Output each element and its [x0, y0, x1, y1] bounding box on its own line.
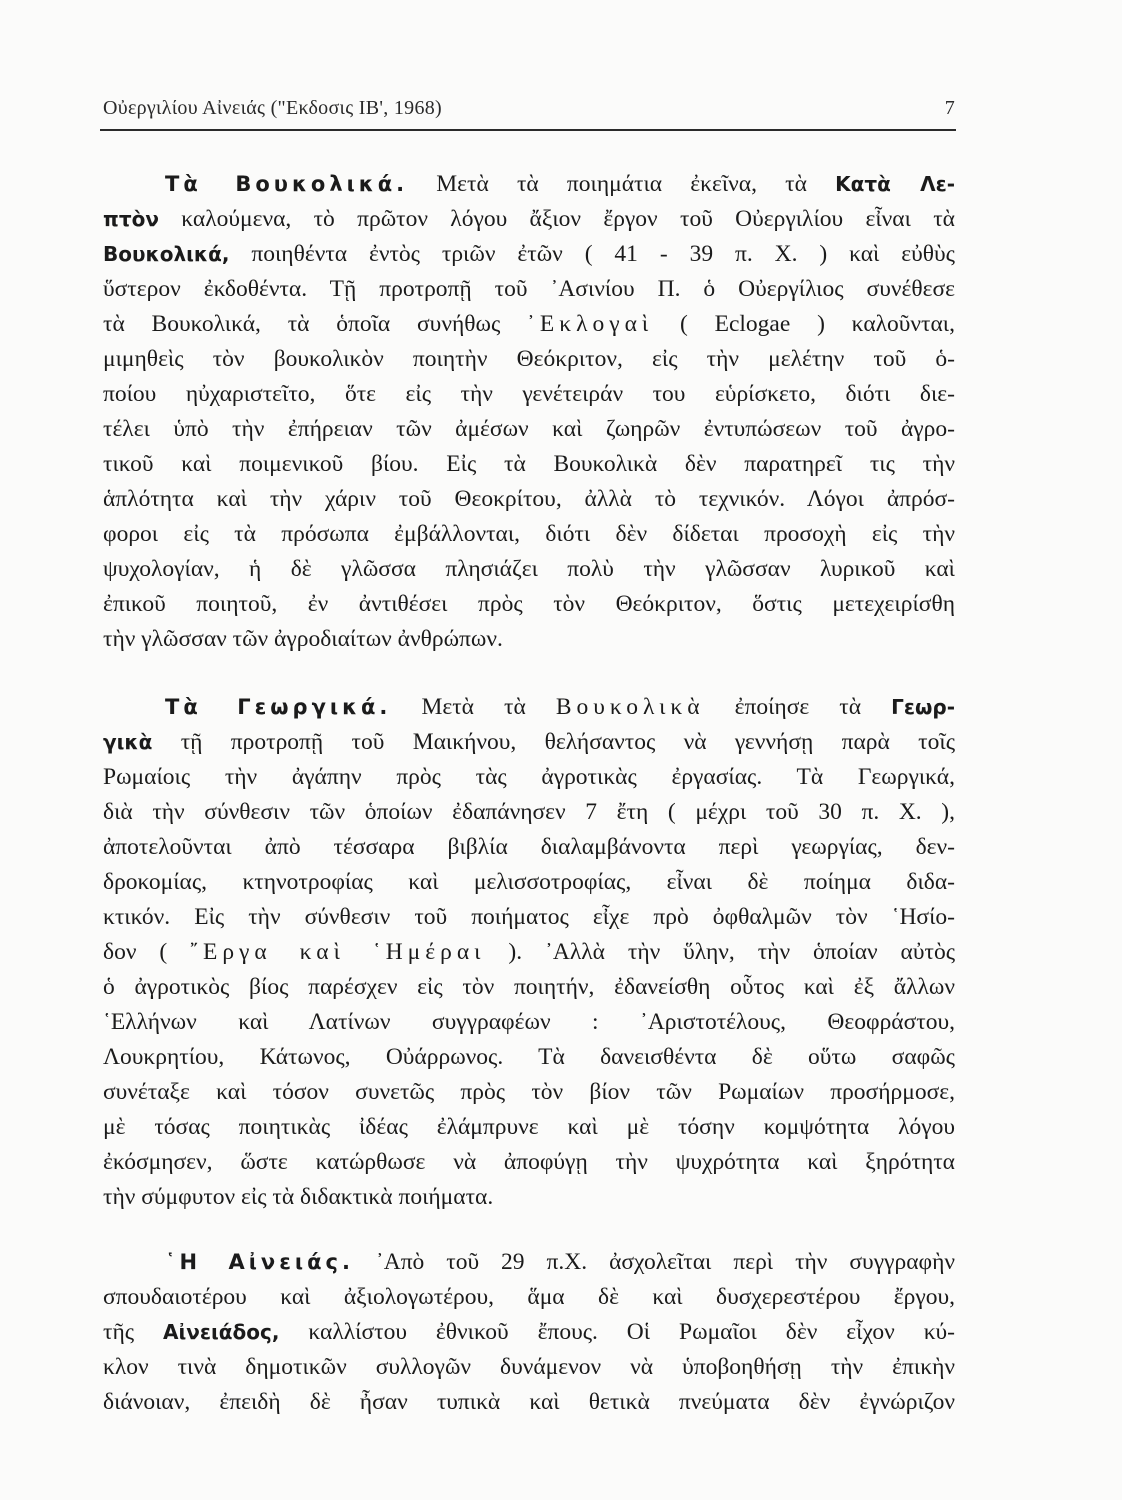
- body-text: κτικόν. Εἰς τὴν σύνθεσιν τοῦ ποιήματος εἶχε πρὸ ὀφθαλμῶν τὸν ῾Ησίο-: [103, 904, 955, 930]
- body-text: Μετὰ τὰ ποιημάτια ἐκεῖνα, τὰ: [408, 171, 836, 197]
- page-number: 7: [944, 97, 955, 119]
- text-line: [103, 552, 955, 587]
- spaced-emphasis: Βουκολικὰ: [555, 694, 705, 720]
- body-text: ἐκόσμησεν, ὥστε κατώρθωσε νὰ ἀποφύγῃ τὴν ψυχρότητα καὶ ξηρότητα: [103, 1149, 955, 1175]
- body-text: μιμηθεὶς τὸν βουκολικὸν ποιητὴν Θεόκριτον, εἰς τὴν μελέτην τοῦ ὁ-: [103, 346, 955, 372]
- body-text: τὰ Βουκολικά, τὰ ὁποῖα συνήθως: [103, 311, 528, 337]
- body-text: Λουκρητίου, Κάτωνος, Οὐάρρωνος. Τὰ δανεισθέντα δὲ οὕτω σαφῶς: [103, 1044, 955, 1070]
- text-line: [103, 237, 955, 272]
- text-line: [103, 1145, 955, 1180]
- body-text: ἐπικοῦ ποιητοῦ, ἐν ἀντιθέσει πρὸς τὸν Θεόκριτον, ὅστις μετεχειρίσθη: [103, 591, 955, 617]
- body-text: καλλίστου ἐθνικοῦ ἔπους. Οἱ Ρωμαῖοι δὲν εἶχον κύ-: [279, 1319, 955, 1345]
- body-text: δον (: [103, 939, 191, 965]
- text-line: [103, 517, 955, 552]
- body-text: συνέταξε καὶ τόσον συνετῶς πρὸς τὸν βίον τῶν Ρωμαίων προσήρμοσε,: [103, 1079, 955, 1105]
- running-header: [103, 97, 955, 125]
- text-line: [103, 1075, 955, 1110]
- text-line: [103, 1005, 955, 1040]
- text-line: [103, 307, 955, 342]
- body-text: μὲ τόσας ποιητικὰς ἰδέας ἐλάμπρυνε καὶ μὲ τόσην κομψότητα λόγου: [103, 1114, 955, 1140]
- bold-term: Αἰνειάδος,: [162, 1320, 280, 1344]
- bold-term: Βουκολικά,: [103, 242, 230, 266]
- spaced-emphasis: ῎Εργα καὶ ῾Ημέραι: [190, 939, 486, 965]
- text-line: [103, 900, 955, 935]
- section-first-line: [103, 1245, 955, 1280]
- text-line: [103, 725, 955, 760]
- body-text: σπουδαιοτέρου καὶ ἀξιολογωτέρου, ἅμα δὲ καὶ δυσχερεστέρου ἔργου,: [103, 1284, 955, 1310]
- body-text: διὰ τὴν σύνθεσιν τῶν ὁποίων ἐδαπάνησεν 7 ἔτη ( μέχρι τοῦ 30 π. Χ. ),: [103, 799, 955, 825]
- body-text: τικοῦ καὶ ποιμενικοῦ βίου. Εἰς τὰ Βουκολικὰ δὲν παρατηρεῖ τις τὴν: [103, 451, 955, 477]
- body-text: τῇ προτροπῇ τοῦ Μαικήνου, θελήσαντος νὰ γεννήσῃ παρὰ τοῖς: [152, 729, 955, 755]
- text-line: [103, 202, 955, 237]
- body-text: ὁ ἀγροτικὸς βίος παρέσχεν εἰς τὸν ποιητήν, ἐδανείσθη οὗτος καὶ ἐξ ἄλλων: [103, 974, 955, 1000]
- body-text: ᾿Απὸ τοῦ 29 π.Χ. ἀσχολεῖται περὶ τὴν συγγραφὴν: [353, 1249, 955, 1275]
- running-title: Οὐεργιλίου Αἰνειάς ("Εκδοσις ΙΒ', 1968): [103, 97, 443, 119]
- section-first-line: [103, 167, 955, 202]
- bold-term: γικὰ: [103, 730, 153, 754]
- body-text: ἐποίησε τὰ: [704, 694, 892, 720]
- body-text: φοροι εἰς τὰ πρόσωπα ἐμβάλλονται, διότι δὲν δίδεται προσοχὴ εἰς τὴν: [103, 521, 955, 547]
- body-text: ἀποτελοῦνται ἀπὸ τέσσαρα βιβλία διαλαμβάνοντα περὶ γεωργίας, δεν-: [103, 834, 955, 860]
- section-heading: Τὰ Γεωργικά.: [165, 695, 392, 719]
- body-text: τὴν γλῶσσαν τῶν ἀγροδιαίτων ἀνθρώπων.: [103, 626, 503, 652]
- text-line: [103, 795, 955, 830]
- text-line: [103, 1385, 955, 1420]
- body-text: ). ᾿Αλλὰ τὴν ὕλην, τὴν ὁποίαν αὐτὸς: [485, 939, 955, 965]
- body-text: Μετὰ τὰ: [391, 694, 556, 720]
- text-line: [103, 865, 955, 900]
- body-text: τῆς: [103, 1319, 163, 1345]
- header-rule: [100, 129, 956, 131]
- text-line: [103, 1110, 955, 1145]
- section-boukolika: [103, 167, 955, 657]
- bold-term: Κατὰ Λε-: [835, 172, 955, 196]
- body-text: ποίου ηὐχαριστεῖτο, ὅτε εἰς τὴν γενέτειράν του εὑρίσκετο, διότι διε-: [103, 381, 955, 407]
- text-line: [103, 587, 955, 622]
- text-line: [103, 622, 955, 657]
- bold-term: πτὸν: [103, 207, 159, 231]
- body-text: καλούμενα, τὸ πρῶτον λόγου ἄξιον ἔργον τοῦ Οὐεργιλίου εἶναι τὰ: [158, 206, 955, 232]
- text-line: [103, 272, 955, 307]
- text-line: [103, 412, 955, 447]
- body-text: ποιηθέντα ἐντὸς τριῶν ἐτῶν ( 41 - 39 π. Χ. ) καὶ εὐθὺς: [229, 241, 955, 267]
- text-line: [103, 377, 955, 412]
- body-text: ὕστερον ἐκδοθέντα. Τῇ προτροπῇ τοῦ ᾿Ασινίου Π. ὁ Οὐεργίλιος συνέθεσε: [103, 276, 955, 302]
- section-georgika: [103, 690, 955, 1215]
- body-text: ἁπλότητα καὶ τὴν χάριν τοῦ Θεοκρίτου, ἀλλὰ τὸ τεχνικόν. Λόγοι ἀπρόσ-: [103, 486, 955, 512]
- text-line: [103, 760, 955, 795]
- text-line: [103, 342, 955, 377]
- text-line: [103, 1180, 955, 1215]
- text-line: [103, 970, 955, 1005]
- section-heading: Τὰ Βουκολικά.: [165, 172, 409, 196]
- section-aeneid: [103, 1245, 955, 1420]
- section-first-line: [103, 690, 955, 725]
- section-heading: ῾Η Αἰνειάς.: [165, 1250, 354, 1274]
- body-text: τὴν σύμφυτον εἰς τὰ διδακτικὰ ποιήματα.: [103, 1184, 494, 1210]
- body-text: δροκομίας, κτηνοτροφίας καὶ μελισσοτροφίας, εἶναι δὲ ποίημα διδα-: [103, 869, 955, 895]
- body-text: ῾Ελλήνων καὶ Λατίνων συγγραφέων : ᾿Αριστοτέλους, Θεοφράστου,: [103, 1009, 955, 1035]
- text-line: [103, 447, 955, 482]
- bold-term: Γεωρ-: [891, 695, 955, 719]
- text-line: [103, 1350, 955, 1385]
- text-line: [103, 482, 955, 517]
- body-text: ψυχολογίαν, ἡ δὲ γλῶσσα πλησιάζει πολὺ τὴν γλῶσσαν λυρικοῦ καὶ: [103, 556, 955, 582]
- spaced-emphasis: ᾿Εκλογαὶ: [527, 311, 654, 337]
- text-line: [103, 830, 955, 865]
- text-line: [103, 1315, 955, 1350]
- text-line: [103, 1280, 955, 1315]
- body-text: Ρωμαίοις τὴν ἀγάπην πρὸς τὰς ἀγροτικὰς ἐργασίας. Τὰ Γεωργικά,: [103, 764, 955, 790]
- text-line: [103, 935, 955, 970]
- body-text: ( Eclogae ) καλοῦνται,: [653, 311, 955, 337]
- body-text: κλον τινὰ δημοτικῶν συλλογῶν δυνάμενον νὰ ὑποβοηθήσῃ τὴν ἐπικὴν: [103, 1354, 955, 1380]
- body-text: τέλει ὑπὸ τὴν ἐπήρειαν τῶν ἀμέσων καὶ ζωηρῶν ἐντυπώσεων τοῦ ἀγρο-: [103, 416, 955, 442]
- text-line: [103, 1040, 955, 1075]
- body-text: διάνοιαν, ἐπειδὴ δὲ ἦσαν τυπικὰ καὶ θετικὰ πνεύματα δὲν ἐγνώριζον: [103, 1389, 955, 1415]
